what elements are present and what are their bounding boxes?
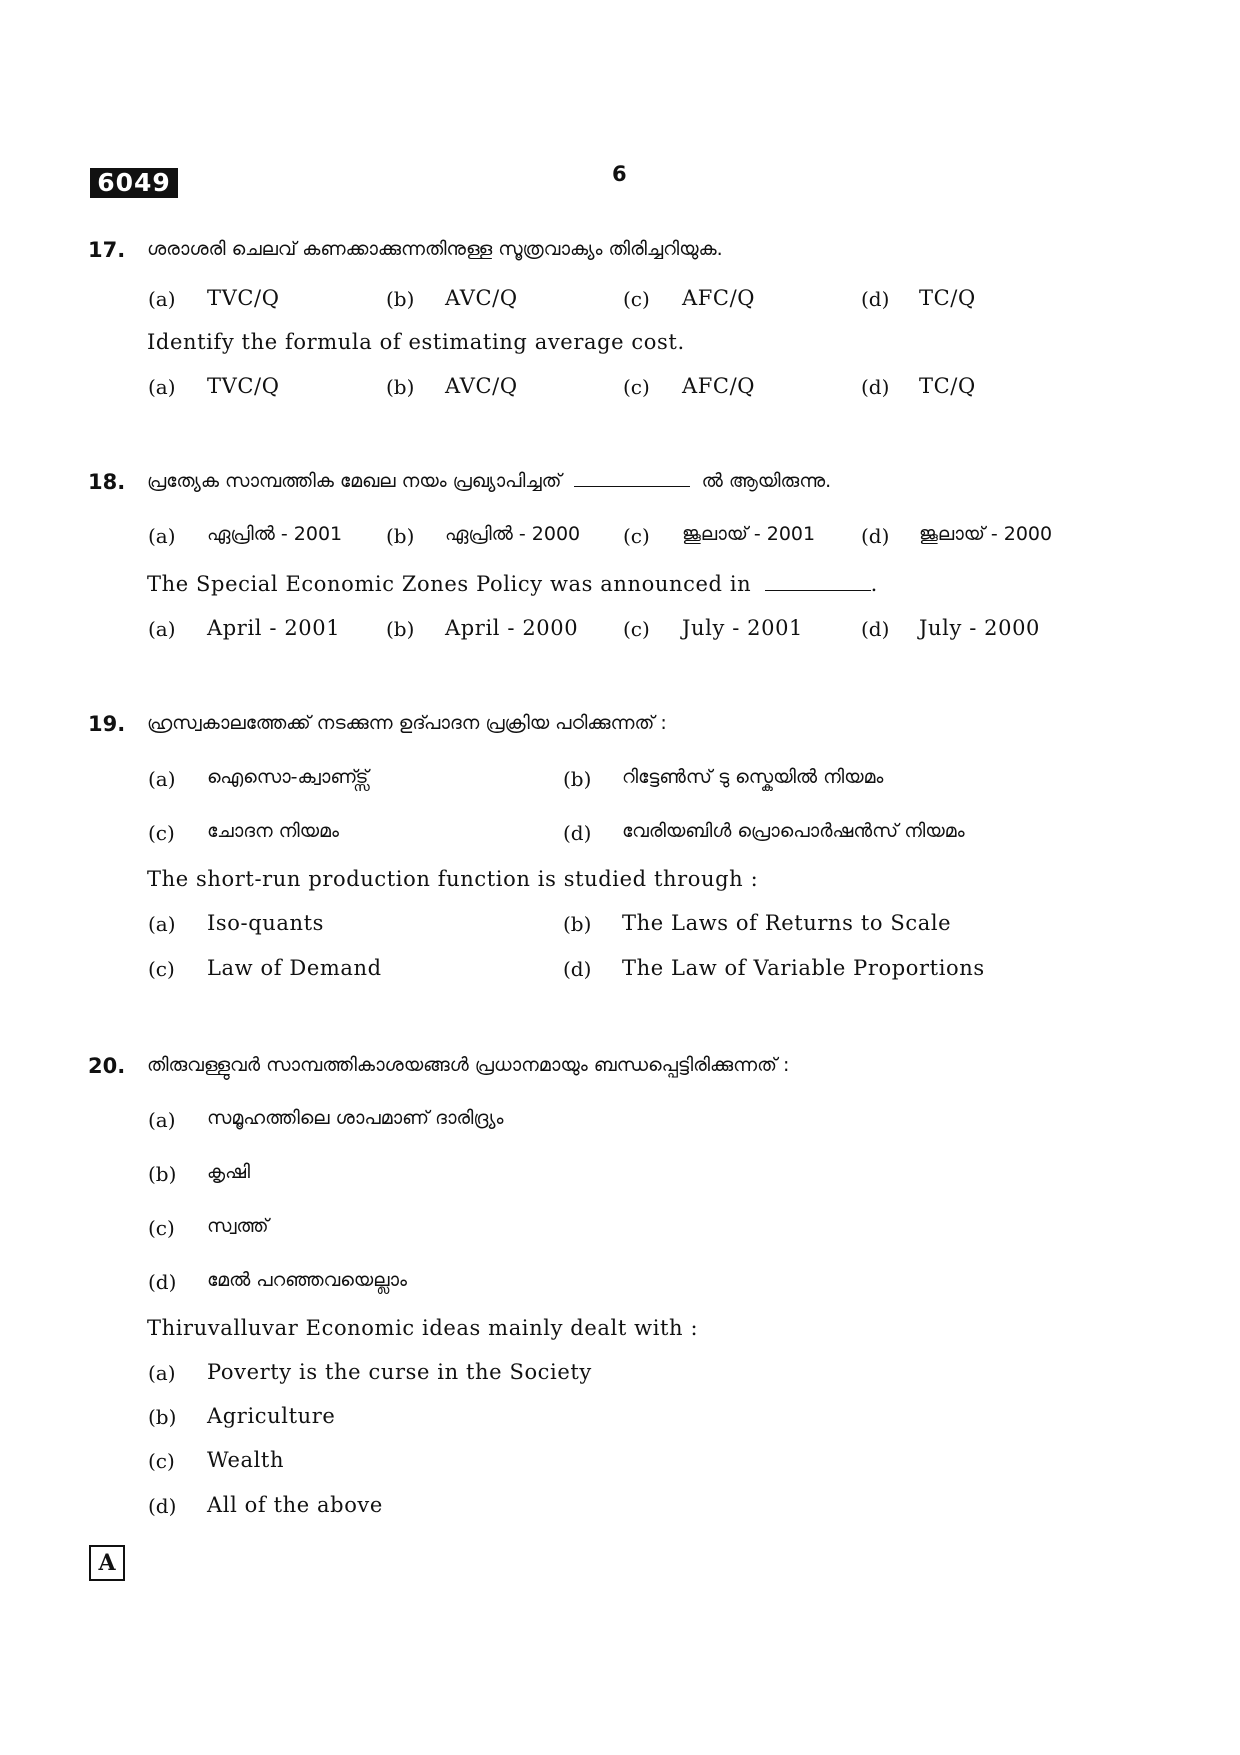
option-text: AFC/Q (682, 374, 756, 398)
question-number: 19. (88, 712, 126, 736)
answer-blank (765, 589, 871, 591)
question-text-en: The short-run production function is studied through : (147, 867, 759, 891)
option-label: (c) (623, 375, 650, 399)
option-text: AFC/Q (682, 286, 756, 310)
paper-code-badge: 6049 (90, 168, 178, 198)
option-text: AVC/Q (445, 374, 518, 398)
option-text: ചോദന നിയമം (207, 820, 339, 842)
option-text: റിട്ടേൺസ് ടു സ്കെയിൽ നിയമം (622, 766, 884, 788)
option-label: (b) (386, 287, 415, 311)
option-text: July - 2000 (919, 616, 1041, 640)
option-label: (d) (563, 957, 592, 981)
option-text: AVC/Q (445, 286, 518, 310)
option-text: Law of Demand (207, 956, 382, 980)
option-label: (d) (148, 1494, 177, 1518)
option-text: കൃഷി (207, 1161, 251, 1183)
option-label: (b) (386, 617, 415, 641)
option-label: (a) (148, 1361, 176, 1385)
question-number: 18. (88, 470, 126, 494)
question-number: 20. (88, 1054, 126, 1078)
page-number: 6 (612, 162, 627, 186)
option-text: മേൽ പറഞ്ഞവയെല്ലാം (207, 1269, 408, 1291)
option-label: (a) (148, 617, 176, 641)
answer-blank (574, 485, 690, 487)
option-text: ഏപ്രിൽ - 2001 (207, 523, 343, 545)
option-text: All of the above (207, 1493, 383, 1517)
option-label: (c) (623, 524, 650, 548)
option-label: (a) (148, 524, 176, 548)
question-text-ml (147, 470, 831, 492)
option-text: July - 2001 (682, 616, 804, 640)
option-label: (b) (148, 1405, 177, 1429)
option-text: TC/Q (919, 374, 976, 398)
option-text: TC/Q (919, 286, 976, 310)
option-text: Agriculture (207, 1404, 336, 1428)
option-label: (d) (148, 1270, 177, 1294)
option-label: (a) (148, 287, 176, 311)
option-text: ജൂലായ് - 2000 (919, 523, 1053, 545)
option-text: സമൂഹത്തിലെ ശാപമാണ് ദാരിദ്ര്യം (207, 1107, 504, 1129)
option-text: The Law of Variable Proportions (622, 956, 985, 980)
option-text: TVC/Q (207, 286, 280, 310)
question-text-ml-after: ൽ ആയിരുന്നു. (701, 470, 832, 492)
option-text: April - 2001 (207, 616, 341, 640)
option-label: (b) (563, 912, 592, 936)
option-label: (d) (861, 524, 890, 548)
option-label: (c) (623, 287, 650, 311)
option-text: ജൂലായ് - 2001 (682, 523, 816, 545)
option-label: (c) (623, 617, 650, 641)
option-label: (c) (148, 1216, 175, 1240)
option-label: (b) (148, 1162, 177, 1186)
question-text-en-before: The Special Economic Zones Policy was announced in (147, 572, 752, 596)
option-label: (d) (861, 287, 890, 311)
option-label: (c) (148, 821, 175, 845)
question-text-en (147, 572, 878, 596)
option-text: Wealth (207, 1448, 285, 1472)
question-text-ml: തിരുവള്ളുവർ സാമ്പത്തികാശയങ്ങൾ പ്രധാനമായും ബന്ധപ്പെട്ടിരിക്കുന്നത് : (147, 1054, 790, 1076)
option-text: TVC/Q (207, 374, 280, 398)
option-label: (b) (563, 767, 592, 791)
question-text-en-after: . (870, 572, 878, 596)
option-label: (a) (148, 912, 176, 936)
option-label: (a) (148, 1108, 176, 1132)
question-number: 17. (88, 238, 126, 262)
question-text-en: Identify the formula of estimating average cost. (147, 330, 685, 354)
option-label: (a) (148, 767, 176, 791)
option-text: വേരിയബിൾ പ്രൊപൊർഷൻസ് നിയമം (622, 820, 965, 842)
version-letter-box: A (89, 1545, 125, 1581)
option-text: Iso-quants (207, 911, 325, 935)
option-label: (d) (861, 375, 890, 399)
option-text: ഏപ്രിൽ - 2000 (445, 523, 581, 545)
question-text-ml: ഹ്രസ്വകാലത്തേക്ക് നടക്കുന്ന ഉദ്പാദന പ്രക്രിയ പഠിക്കുന്നത് : (147, 712, 667, 734)
option-text: Poverty is the curse in the Society (207, 1360, 592, 1384)
question-text-ml: ശരാശരി ചെലവ് കണക്കാക്കുന്നതിനുള്ള സൂത്രവാക്യം തിരിച്ചറിയുക. (147, 238, 723, 260)
option-label: (b) (386, 524, 415, 548)
option-label: (a) (148, 375, 176, 399)
option-label: (d) (861, 617, 890, 641)
question-text-en: Thiruvalluvar Economic ideas mainly dealt with : (147, 1316, 699, 1340)
option-label: (c) (148, 1449, 175, 1473)
option-label: (d) (563, 821, 592, 845)
option-text: April - 2000 (445, 616, 579, 640)
option-text: The Laws of Returns to Scale (622, 911, 952, 935)
option-text: ഐസൊ-ക്വാണ്ട്സ് (207, 766, 369, 788)
question-text-ml-before: പ്രത്യേക സാമ്പത്തിക മേഖല നയം പ്രഖ്യാപിച്ചത് (147, 470, 562, 492)
option-label: (b) (386, 375, 415, 399)
option-text: സ്വത്ത് (207, 1215, 269, 1237)
option-label: (c) (148, 957, 175, 981)
